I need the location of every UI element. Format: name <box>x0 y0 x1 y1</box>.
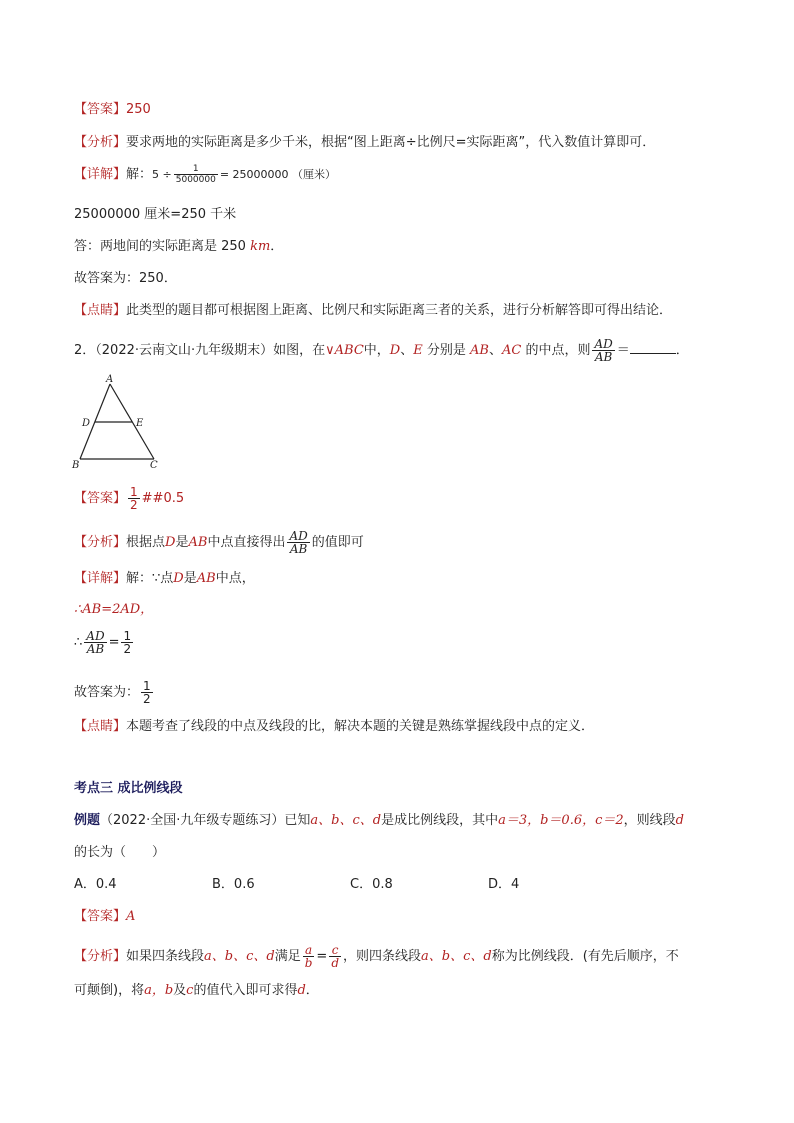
q2-stem-mid2: 分别是 <box>422 343 471 358</box>
frac2-den: d <box>331 956 340 970</box>
step2-pre: ∴ <box>74 635 83 650</box>
q1-detail-line <box>74 164 336 185</box>
answer-unit: km <box>250 239 271 254</box>
step2-fraction-right <box>121 630 133 655</box>
analysis-line2-c: c <box>186 983 194 998</box>
detail-d: D <box>173 571 184 586</box>
comment-text: 本题考查了线段的中点及线段的比，解决本题的关键是熟练掌握线段中点的定义． <box>126 719 595 734</box>
option-c: C．0.8 <box>350 877 393 892</box>
example-analysis-line <box>74 944 679 969</box>
final-num: 1 <box>143 679 151 693</box>
option-a: A．0.4 <box>74 877 117 892</box>
analysis-tag: 【分析】 <box>74 949 127 964</box>
option-b: B．0.6 <box>212 877 255 892</box>
calc-right: = 25000000 （厘米） <box>219 168 337 181</box>
q2-frac-den: AB <box>594 350 613 364</box>
example-stem-mid: 是成比例线段，其中 <box>381 813 499 828</box>
analysis-pre: 根据点 <box>126 535 166 550</box>
q2-stem-ab: AB <box>470 343 489 358</box>
final-den: 2 <box>143 692 151 706</box>
q2-stem-dot: ． <box>675 343 689 358</box>
analysis-pre: 如果四条线段 <box>126 949 205 964</box>
q2-step1-line: ∴AB=2AD， <box>74 602 154 617</box>
answer-den: 2 <box>130 498 138 512</box>
example-stem-line2: 的长为（ ） <box>74 845 166 860</box>
analysis-end: 的值即可 <box>311 535 364 550</box>
analysis-den: AB <box>289 542 308 556</box>
q2-frac-num: AD <box>594 337 613 351</box>
q1-answer-text-line <box>74 238 283 256</box>
q2-final-line <box>74 680 155 705</box>
q2-stem-e: E <box>413 343 423 358</box>
analysis-line2-mid2: 的值代入即可求得 <box>193 983 298 998</box>
triangle-figure <box>70 374 170 470</box>
analysis-vars: a、b、c、d <box>204 949 275 964</box>
final-pre: 故答案为： <box>74 685 140 700</box>
step2-den: AB <box>86 642 105 656</box>
analysis-line2-mid: 及 <box>173 983 187 998</box>
final-fraction <box>141 680 153 705</box>
answer-num: 1 <box>130 485 138 499</box>
frac-a-b <box>303 944 315 969</box>
q1-comment-line <box>74 302 672 320</box>
answer-fraction <box>128 486 140 511</box>
q1-convert-line <box>74 206 236 224</box>
q1-final-line <box>74 270 177 288</box>
calc-num: 1 <box>174 164 218 175</box>
analysis-d: D <box>165 535 176 550</box>
q2-stem-sep2: 、 <box>488 343 502 358</box>
section-title: 考点三 成比例线段 <box>74 781 183 796</box>
step2-rden: 2 <box>123 642 132 656</box>
q2-analysis-line <box>74 530 364 555</box>
frac-c-d <box>329 944 341 969</box>
example-stem-vals: a＝3，b＝0.6，c＝2 <box>498 813 624 828</box>
analysis-mid2: 中点直接得出 <box>207 535 286 550</box>
detail-end: 中点， <box>215 571 255 586</box>
detail-ab: AB <box>196 571 216 586</box>
q2-stem-tri: ∨ABC <box>325 343 364 358</box>
analysis-fraction <box>287 530 309 555</box>
frac1-den: b <box>304 956 313 970</box>
calc-den: 5000000 <box>175 175 216 185</box>
analysis-line2-end: ． <box>305 983 319 998</box>
example-stem-end: ，则线段 <box>623 813 676 828</box>
frac1-num: a <box>303 944 315 957</box>
q2-stem-fraction <box>592 338 614 363</box>
detail-tag: 【详解】 <box>74 167 127 182</box>
step2-rnum: 1 <box>123 629 132 643</box>
detail-tag: 【详解】 <box>74 571 127 586</box>
q2-stem-mid3: 的中点，则 <box>521 343 591 358</box>
calc-fraction <box>174 164 218 185</box>
analysis-ab: AB <box>188 535 208 550</box>
convert-text: 25000000 厘米=250 千米 <box>74 207 237 222</box>
detail-prefix: 解： <box>126 167 153 182</box>
example-stem-vars: a、b、c、d <box>310 813 382 828</box>
comment-tag: 【点睛】 <box>74 719 127 734</box>
frac-eq: = <box>316 949 328 964</box>
analysis-line2-pre: 可颠倒)，将 <box>74 983 145 998</box>
label-a: A <box>106 374 114 385</box>
answer-text-pre: 答：两地间的实际距离是 250 <box>74 239 251 254</box>
label-c: C <box>150 460 158 470</box>
analysis-num: AD <box>289 529 308 543</box>
example-options <box>74 876 626 894</box>
example-stem-pre: （2022·全国·九年级专题练习）已知 <box>100 813 311 828</box>
answer-blank <box>630 341 676 354</box>
q2-detail-line <box>74 570 255 588</box>
example-label: 例题 <box>74 813 101 828</box>
label-e: E <box>136 418 144 429</box>
frac2-num: c <box>329 944 341 957</box>
q2-stem-line <box>74 338 689 363</box>
q2-answer-line <box>74 486 184 511</box>
answer-value: A <box>126 909 136 924</box>
final-text: 故答案为：250． <box>74 271 177 286</box>
answer-tag: 【答案】 <box>74 491 127 506</box>
example-stem-line <box>74 812 684 830</box>
label-b: B <box>72 460 80 470</box>
analysis-text: 要求两地的实际距离是多少千米，根据“图上距离÷比例尺=实际距离”，代入数值计算即可． <box>126 135 656 150</box>
analysis-tag: 【分析】 <box>74 135 127 150</box>
step2-fraction-left <box>84 630 106 655</box>
q2-stem-sep1: 、 <box>400 343 414 358</box>
comment-text: 此类型的题目都可根据图上距离、比例尺和实际距离三者的关系，进行分析解答即可得出结论． <box>126 303 673 318</box>
analysis-mid2: ，则四条线段 <box>343 949 422 964</box>
q2-stem-mid: 中， <box>363 343 390 358</box>
option-d: D．4 <box>488 877 520 892</box>
example-answer-line <box>74 908 135 926</box>
answer-tag: 【答案】 <box>74 909 127 924</box>
calc-left: 5 ÷ <box>152 168 172 181</box>
answer-tag: 【答案】 <box>74 102 127 117</box>
q1-answer-line <box>74 101 151 119</box>
q2-stem-ac: AC <box>501 343 522 358</box>
q2-stem-end: ＝ <box>616 343 630 358</box>
analysis-line2-d: d <box>297 983 306 998</box>
detail-pre: 解：∵点 <box>126 571 174 586</box>
q1-analysis-line <box>74 134 655 152</box>
answer-value: 250 <box>126 102 151 117</box>
comment-tag: 【点睛】 <box>74 303 127 318</box>
example-stem-d: d <box>675 813 684 828</box>
answer-text-post: ． <box>270 239 284 254</box>
label-d: D <box>82 418 91 429</box>
analysis-mid: 是 <box>175 535 189 550</box>
q2-step2-line <box>74 630 135 655</box>
detail-mid: 是 <box>183 571 197 586</box>
analysis-line2-vars: a，b <box>144 983 174 998</box>
analysis-end: 称为比例线段．(有先后顺序，不 <box>491 949 679 964</box>
analysis-tag: 【分析】 <box>74 535 127 550</box>
answer-alt: ##0.5 <box>141 491 185 506</box>
analysis-mid: 满足 <box>274 949 301 964</box>
q2-comment-line <box>74 718 594 736</box>
q2-stem-d: D <box>389 343 401 358</box>
step2-eq: = <box>108 635 120 650</box>
analysis-vars2: a、b、c、d <box>421 949 492 964</box>
step2-num: AD <box>86 629 105 643</box>
example-analysis-line2 <box>74 982 319 1000</box>
q2-stem-pre: 2．（2022·云南文山·九年级期末）如图，在 <box>74 343 326 358</box>
